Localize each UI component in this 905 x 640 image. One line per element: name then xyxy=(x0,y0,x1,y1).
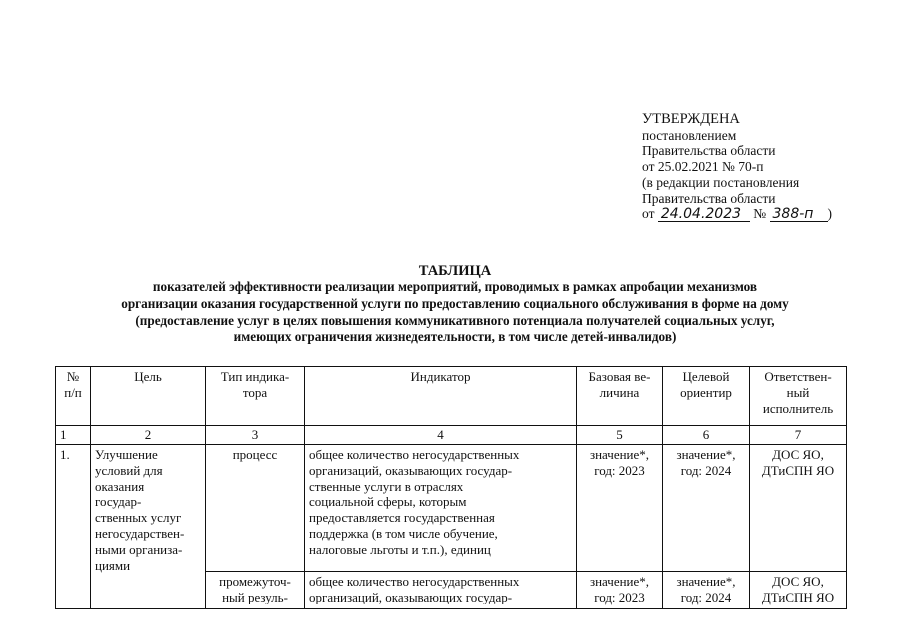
responsible-text: ДОС ЯО, xyxy=(772,447,824,462)
document-subtitle-line: имеющих ограничения жизнедеятельности, в том числе детей-инвалидов) xyxy=(233,329,677,345)
target-cell xyxy=(663,445,750,572)
goal-text: государ- xyxy=(95,494,142,510)
closing-bracket: ) xyxy=(827,206,832,222)
target-text: год: 2024 xyxy=(680,462,732,478)
approval-line: (в редакции постановления xyxy=(642,174,800,190)
base-value-cell xyxy=(577,445,663,572)
target-text: год: 2024 xyxy=(680,589,732,605)
header-text: Базовая ве- xyxy=(588,369,651,384)
goal-cell xyxy=(91,445,206,609)
responsible-text: ДОС ЯО, xyxy=(772,574,824,589)
responsible-cell xyxy=(750,445,847,572)
goal-text: Улучшение xyxy=(95,447,158,462)
base-value-text: год: 2023 xyxy=(594,589,645,605)
column-number: 6 xyxy=(663,426,750,445)
column-number-row xyxy=(56,426,847,445)
base-value-text: значение*, xyxy=(589,574,650,589)
document-title-block xyxy=(30,263,880,346)
responsible-text: ДТиСПН ЯО xyxy=(761,462,835,478)
indicator-type-text: процесс xyxy=(232,447,278,462)
goal-text: оказания xyxy=(95,478,145,494)
indicator-type-text: ный резуль- xyxy=(222,589,288,604)
document-subtitle-line: показателей эффективности реализации мероприятий, проводимых в рамках апробации механизмов xyxy=(152,279,758,294)
responsible-text: ДТиСПН ЯО xyxy=(761,589,835,605)
header-text: № xyxy=(66,369,80,384)
approval-line: Правительства области xyxy=(642,190,776,206)
indicator-text: ственные услуги в отраслях xyxy=(309,478,464,494)
indicator-text: налоговые льготы и т.п.), единиц xyxy=(309,541,491,557)
header-cell-target xyxy=(663,367,750,426)
header-text: Цель xyxy=(134,369,162,384)
goal-text: ственных услуг xyxy=(95,510,182,526)
goal-text: негосударствен- xyxy=(95,525,185,541)
approval-line: Правительства области xyxy=(642,143,776,159)
header-text: Индикатор xyxy=(410,369,471,384)
header-text: Целевой xyxy=(682,369,730,384)
header-cell-goal xyxy=(91,367,206,426)
base-value-cell xyxy=(577,572,663,609)
responsible-cell xyxy=(750,572,847,609)
number-sign: № xyxy=(753,206,767,222)
header-cell-indicator xyxy=(305,367,577,426)
base-value-text: значение*, xyxy=(589,447,650,462)
header-text: личина xyxy=(599,384,640,400)
header-cell-responsible xyxy=(750,367,847,426)
indicators-table xyxy=(55,366,847,609)
indicator-text: организаций, оказывающих государ- xyxy=(309,462,513,478)
header-text: п/п xyxy=(64,384,82,400)
approval-heading: УТВЕРЖДЕНА xyxy=(642,111,740,127)
indicator-text: социальной сферы, которым xyxy=(309,494,467,510)
handwritten-number: 388-п xyxy=(770,208,828,222)
header-cell-base-value xyxy=(577,367,663,426)
target-text: значение*, xyxy=(676,447,736,462)
indicator-type-cell xyxy=(206,445,305,572)
indicator-text: общее количество негосударственных xyxy=(309,447,520,462)
approval-stamp-block xyxy=(642,112,832,222)
indicator-text: организаций, оказывающих государ- xyxy=(309,589,513,604)
indicator-text: общее количество негосударственных xyxy=(309,574,520,589)
column-number: 1 xyxy=(56,426,91,445)
header-text: тора xyxy=(242,384,268,400)
table-header-row xyxy=(56,367,847,426)
document-title: ТАБЛИЦА xyxy=(418,263,492,279)
indicator-type-cell xyxy=(206,572,305,609)
approval-line: постановлением xyxy=(642,127,737,143)
column-number: 5 xyxy=(577,426,663,445)
header-text: ориентир xyxy=(680,384,732,400)
document-subtitle-line: (предоставление услуг в целях повышения коммуникативного потенциала получателей социальных услуг, xyxy=(135,312,775,328)
indicator-cell xyxy=(305,445,577,572)
document-subtitle-line: организации оказания государственной услуги по предоставлению социального обслуживания в форме на дому xyxy=(121,295,789,311)
header-cell-type xyxy=(206,367,305,426)
handwritten-date: 24.04.2023 xyxy=(658,208,750,222)
indicator-text: поддержка (в том числе обучение, xyxy=(309,525,498,541)
approval-line: от 25.02.2021 № 70-п xyxy=(642,159,764,175)
header-text: Ответствен- xyxy=(764,369,832,384)
indicator-type-text: промежуточ- xyxy=(219,574,291,589)
column-number: 7 xyxy=(750,426,847,445)
header-cell-number xyxy=(56,367,91,426)
target-text: значение*, xyxy=(676,574,736,589)
goal-text: условий для xyxy=(95,462,163,478)
header-text: Тип индика- xyxy=(220,369,290,384)
header-text: исполнитель xyxy=(762,400,834,416)
approval-date-line xyxy=(642,206,832,222)
goal-text: циями xyxy=(95,557,131,573)
target-cell xyxy=(663,572,750,609)
table-row xyxy=(56,445,847,572)
header-text: ный xyxy=(786,384,810,400)
column-number: 3 xyxy=(206,426,305,445)
base-value-text: год: 2023 xyxy=(594,462,645,478)
column-number: 4 xyxy=(305,426,577,445)
column-number: 2 xyxy=(91,426,206,445)
row-number: 1. xyxy=(56,445,91,609)
indicator-text: предоставляется государственная xyxy=(309,510,495,526)
approval-date-prefix: от xyxy=(642,206,655,222)
goal-text: ными организа- xyxy=(95,541,183,557)
indicator-cell xyxy=(305,572,577,609)
